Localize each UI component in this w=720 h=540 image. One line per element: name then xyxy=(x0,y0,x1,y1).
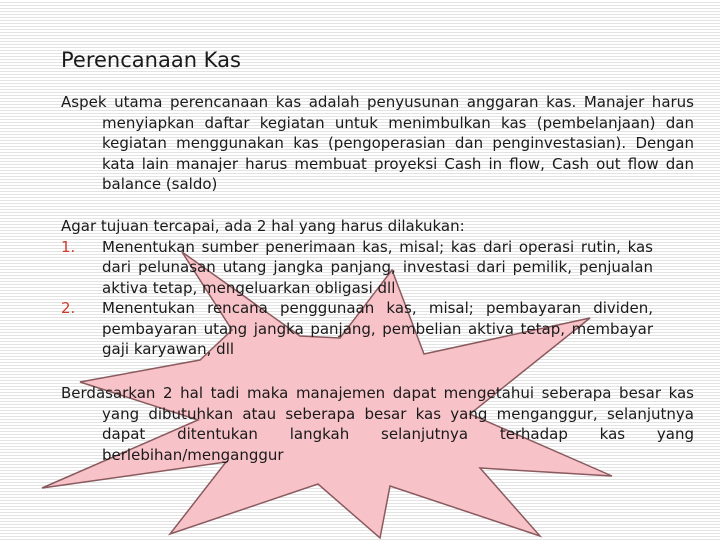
list-number-2: 2. xyxy=(61,299,76,317)
paragraph-tujuan xyxy=(61,216,653,360)
list-intro: Agar tujuan tercapai, ada 2 hal yang harus dilakukan: xyxy=(61,217,465,235)
list-text-2: Menentukan rencana penggunaan kas, misal; pembayaran dividen, pembayaran utang jangka panjang, pembelian aktiva tetap, membayar gaji karyawan, dll xyxy=(102,299,653,358)
list-number-1: 1. xyxy=(61,237,76,256)
list-item-2 xyxy=(61,298,653,360)
slide-title: Perencanaan Kas xyxy=(61,48,241,72)
paragraph-kesimpulan: Berdasarkan 2 hal tadi maka manajemen dapat mengetahui seberapa besar kas yang dibutuhkan atau seberapa besar kas yang menganggur, selanjutnya dapat ditentukan langkah selanjutnya terhadap kas yang berlebihan/menganggur xyxy=(61,384,694,464)
list-item-1 xyxy=(61,237,653,299)
paragraph-anggaran-kas: Aspek utama perencanaan kas adalah penyusunan anggaran kas. Manajer harus menyiapkan daftar kegiatan untuk menimbulkan kas (pembelanjaan) dan kegiatan menggunakan kas (pengoperasian dan penginvestasian). Dengan kata lain manajer harus membuat proyeksi Cash in flow, Cash out flow dan balance (saldo) xyxy=(61,93,694,193)
list-text-1: Menentukan sumber penerimaan kas, misal; kas dari operasi rutin, kas dari pelunasan utang jangka panjang, investasi dari pemilik, penjualan aktiva tetap, mengeluarkan obligasi dll xyxy=(102,237,653,297)
